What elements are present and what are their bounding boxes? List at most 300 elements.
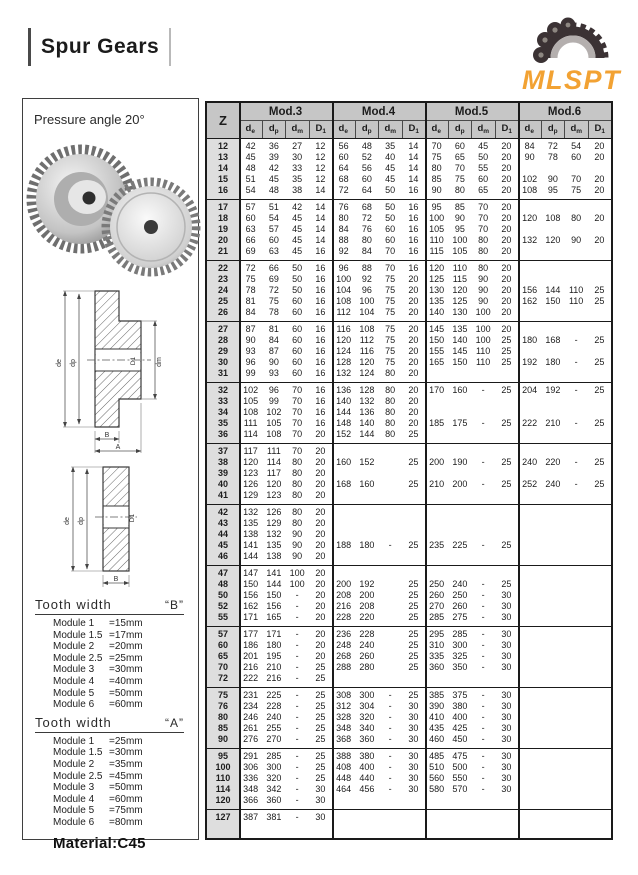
dimension-value: 200 [336,579,352,589]
dimension-value: 90 [292,529,303,539]
dimension-value: 175 [452,418,468,428]
dimension-value [425,568,448,579]
dimension-value: 135 [429,296,445,306]
table-row [207,540,611,551]
dimension-value: 136 [336,385,352,395]
dimension-value: 80 [571,213,582,223]
dimension-value [472,429,495,440]
table-row [207,285,611,296]
z-value: 12 [217,141,228,151]
dimension-value [541,723,564,734]
column-divider [239,103,241,838]
dimension-value: 248 [336,640,352,650]
dimension-value: 456 [359,784,375,794]
dimension-value: 25 [501,385,512,395]
dimension-value: 140 [452,335,468,345]
dimension-value: 125 [452,296,468,306]
dimension-value [379,457,402,468]
dimension-value: 381 [266,812,282,822]
dimension-value: 90 [245,335,256,345]
dimension-value: 132 [522,235,538,245]
dimension-value [565,246,588,257]
dimension-value: 460 [429,734,445,744]
tooth-width-a-label: Tooth width [35,714,112,730]
dimension-value: 408 [336,762,352,772]
table-row [207,224,611,235]
dimension-value: 80 [385,368,396,378]
dimension-value [588,429,611,440]
dim-label-a: A [115,444,120,451]
dimension-value: 25 [501,457,512,467]
dimension-value: 70 [454,163,465,173]
dimension-value: 160 [452,385,468,395]
dimension-value: 12 [315,163,326,173]
dimension-value: 20 [315,568,326,578]
dimension-value: 70 [431,141,442,151]
dimension-value: 57 [268,224,279,234]
dimension-value [588,507,611,518]
column-divider [425,103,427,838]
dimension-value: 30 [408,773,419,783]
dimension-value: 140 [359,418,375,428]
dimension-value: 84 [361,246,372,256]
dimension-value: 155 [429,346,445,356]
z-value: 85 [217,723,228,733]
dimension-value: 120 [429,263,445,273]
dimension-value [541,751,564,762]
dimension-value: 20 [594,235,605,245]
dimension-value: - [481,629,485,639]
z-value: 95 [217,751,228,761]
dimension-value: 88 [338,235,349,245]
subcol-header: $d_m$ [378,121,402,138]
z-value: 20 [217,235,228,245]
dimension-value [518,662,541,673]
z-value: 18 [217,213,228,223]
dimension-value: 126 [243,479,259,489]
dimension-value [425,507,448,518]
table-row [207,346,611,357]
dimension-value: 105 [429,224,445,234]
dimension-value: - [295,723,299,733]
dimension-value [402,529,425,540]
dimension-value: 120 [359,357,375,367]
dimension-value: 55 [478,163,489,173]
dimension-value: 70 [292,418,303,428]
dimension-value: 20 [408,274,419,284]
dimension-value: 80 [292,468,303,478]
dimension-value [588,468,611,479]
dimension-value: - [574,335,578,345]
dimension-value: 225 [452,540,468,550]
dimension-value [541,762,564,773]
dimension-value: 126 [266,507,282,517]
dimension-value: 168 [336,479,352,489]
dimension-value: 114 [243,429,258,439]
dimension-value: 64 [338,163,349,173]
dimension-value [518,529,541,540]
dimension-value: 70 [478,202,489,212]
dimension-value [565,723,588,734]
dimension-value: 16 [315,418,326,428]
dimension-value: 84 [268,335,279,345]
dimension-value: - [481,457,485,467]
dimension-value [565,690,588,701]
dimension-value: 30 [501,651,512,661]
dimension-value [565,407,588,418]
table-row [207,629,611,640]
dimension-value: 485 [429,751,445,761]
tooth-width-a-list [53,736,198,829]
module-spec: Module 2.5 =45mm [53,770,143,782]
dimension-value [425,368,448,379]
dimension-value [518,202,541,213]
dimension-value: 80 [478,235,489,245]
page-title: Spur Gears [41,35,160,58]
dimension-value [472,396,495,407]
dimension-value: 177 [243,629,259,639]
module-spec: Module 1.5 =30mm [53,747,143,759]
dimension-value [518,784,541,795]
mod-column-header: Mod.4 [361,106,396,118]
module-spec: Module 1 =25mm [53,735,143,747]
dimension-value: 12 [315,152,326,162]
dim-label-b: B [104,432,109,439]
dimension-value: - [481,751,485,761]
dimension-value: 129 [266,518,282,528]
dimension-value: 78 [547,152,558,162]
dimension-value [565,712,588,723]
z-value: 28 [217,335,228,345]
dimension-value [518,246,541,257]
dimension-value [355,812,378,823]
dimension-value [588,518,611,529]
dimension-value: 170 [429,385,445,395]
dimension-value: 25 [408,540,419,550]
dimension-value: 112 [359,335,375,345]
dimension-value: 25 [594,296,605,306]
dimension-value: 186 [243,640,259,650]
dimension-value [541,307,564,318]
dimension-value: 102 [266,407,282,417]
dimension-value [588,202,611,213]
dimension-value: 14 [315,235,326,245]
table-row [207,468,611,479]
dimension-value: 280 [359,662,375,672]
dimension-value: 335 [429,651,445,661]
dimension-value: 14 [315,213,326,223]
table-row [207,479,611,490]
dimension-value: 96 [268,385,279,395]
dimension-value: 76 [338,202,349,212]
dimension-value [448,396,471,407]
dimension-value [541,263,564,274]
dimension-value: 120 [336,335,352,345]
tooth-width-b-heading [35,597,184,615]
dimension-value: 60 [338,152,349,162]
dimension-value: 68 [361,202,372,212]
table-row [207,418,611,429]
dimension-value [588,629,611,640]
dimension-value: 25 [501,357,512,367]
dimension-value [332,468,355,479]
dimension-value: 16 [408,224,419,234]
dimension-value [379,518,402,529]
dimension-value: 80 [385,396,396,406]
dimension-value [541,734,564,745]
dimension-value: 80 [385,407,396,417]
dimension-value: 65 [478,185,489,195]
z-value: 34 [217,407,228,417]
dimension-value: - [295,712,299,722]
dimension-value [495,795,518,806]
dimension-value: 108 [243,407,259,417]
dimension-value: 234 [243,701,259,711]
dimension-value: 78 [245,285,256,295]
dimension-value: - [481,479,485,489]
dimension-value [518,690,541,701]
dimension-value: 116 [336,324,351,334]
dimension-value: 16 [315,263,326,273]
dimension-value: 20 [408,385,419,395]
row-group [207,139,611,200]
dimension-value [518,629,541,640]
dimension-value [448,468,471,479]
dimension-value [565,701,588,712]
dimension-value: 30 [501,612,512,622]
dimension-value: - [481,690,485,700]
table-row [207,202,611,213]
dimension-value [588,346,611,357]
module-spec: Module 6 =60mm [53,699,143,711]
dimension-value: 570 [452,784,468,794]
table-row [207,507,611,518]
dimension-value: 100 [336,274,352,284]
dimension-value [565,490,588,501]
dimension-value: 50 [292,263,303,273]
dimension-value: 208 [336,590,352,600]
dimension-value [588,751,611,762]
dimension-value [379,640,402,651]
dimension-value [588,701,611,712]
dimension-value: 116 [359,346,375,356]
dimension-value: 70 [385,246,396,256]
dimension-value: 100 [289,568,305,578]
dimension-value: 92 [338,246,349,256]
dimension-value: 117 [243,446,258,456]
dimension-value: 20 [408,285,419,295]
dimension-value [495,673,518,684]
dimension-value: 92 [361,274,372,284]
table-row [207,246,611,257]
table-row [207,141,611,152]
dimension-value: 16 [408,246,419,256]
dimension-value: 50 [478,152,489,162]
dimension-value: 90 [292,540,303,550]
dimension-value: - [574,457,578,467]
module-spec: Module 3 =30mm [53,664,143,676]
row-group [207,505,611,566]
dimension-value: 20 [501,152,512,162]
dimension-value [425,812,448,823]
dimension-value: 87 [268,346,279,356]
dimension-value: 20 [315,457,326,467]
dimension-value [565,640,588,651]
z-value: 100 [215,762,231,772]
dimension-value: 80 [478,263,489,273]
dimension-value [379,468,402,479]
dimension-value: - [295,690,299,700]
dimension-value: 216 [243,662,259,672]
dimension-value: 20 [315,446,326,456]
dimension-value [495,407,518,418]
dimension-value: - [481,540,485,550]
dimension-value: 25 [501,579,512,589]
dimension-value: 464 [336,784,352,794]
dimension-value: 25 [408,662,419,672]
dimension-value [565,468,588,479]
dimension-value [565,734,588,745]
dimension-value: 20 [315,579,326,589]
dimension-value [379,612,402,623]
dimension-value [541,518,564,529]
dimension-value: 90 [478,296,489,306]
dimension-value: 20 [408,418,419,428]
dimension-value: 102 [243,385,259,395]
dimension-value: 308 [336,690,352,700]
z-value: 57 [217,629,228,639]
dimension-value: 68 [338,174,349,184]
dimension-value: 216 [336,601,352,611]
dimension-value [495,551,518,562]
dimension-value: 60 [292,307,303,317]
dimension-value: 72 [547,141,558,151]
dimension-value: 144 [545,285,561,295]
dimension-value: - [481,590,485,600]
dimension-value: 16 [315,357,326,367]
table-row [207,518,611,529]
dimension-value [518,368,541,379]
dimension-value [541,579,564,590]
dimension-value: 20 [594,213,605,223]
dimension-value: 185 [429,418,445,428]
dimension-value [355,446,378,457]
dimension-value: 87 [245,324,256,334]
dimension-value: 45 [385,174,396,184]
dimension-value: - [295,629,299,639]
dimension-value: 60 [292,324,303,334]
dimension-value: 180 [359,540,375,550]
dimension-value [588,568,611,579]
dimension-value: 69 [245,246,256,256]
z-value: 30 [217,357,228,367]
dimension-value: 136 [359,407,375,417]
dimension-value: 152 [359,457,375,467]
z-value: 47 [217,568,228,578]
dimension-value: 160 [336,457,352,467]
dimension-value: 96 [338,263,349,273]
dimension-value: 138 [243,529,259,539]
dimension-value: 45 [245,152,256,162]
dimension-value [541,784,564,795]
dimension-value: 195 [266,651,282,661]
dimension-value [495,490,518,501]
dimension-value [425,490,448,501]
dimension-value: 144 [359,429,375,439]
dimension-value: 100 [452,235,468,245]
z-value: 127 [215,812,231,822]
dimension-value: 275 [452,612,468,622]
dimension-value [518,601,541,612]
dimension-value [495,507,518,518]
module-spec: Module 2 =20mm [53,641,143,653]
dimension-value: 20 [315,529,326,539]
dimension-value: 25 [501,346,512,356]
dimension-value [565,612,588,623]
dimension-value [541,368,564,379]
dimension-value: 25 [315,690,326,700]
table-row [207,235,611,246]
dimension-value: 180 [266,640,282,650]
dimension-value [588,762,611,773]
dimension-value: 20 [315,590,326,600]
row-group [207,383,611,444]
dimension-value: 50 [292,274,303,284]
module-spec: Module 5 =75mm [53,805,143,817]
dimension-value: - [481,662,485,672]
dimension-value: 70 [385,263,396,273]
dimension-value [588,784,611,795]
dimension-value [379,662,402,673]
dimension-value: 25 [315,662,326,672]
dimension-value: 336 [243,773,259,783]
z-value: 80 [217,712,228,722]
dimension-value: 120 [522,213,538,223]
table-row [207,773,611,784]
dimension-value [518,163,541,174]
spur-gears-photo [25,129,197,281]
dimension-value: 90 [292,551,303,561]
dimension-value: 45 [292,235,303,245]
dimension-value: 16 [315,385,326,395]
dimension-value: 387 [243,812,259,822]
dimension-value: 84 [245,307,256,317]
dimension-value: - [295,734,299,744]
table-row [207,640,611,651]
dimension-value: 16 [315,396,326,406]
dimension-value: 231 [243,690,259,700]
table-row [207,601,611,612]
dimension-value: 60 [292,346,303,356]
dimension-value: 20 [501,274,512,284]
dimension-value [565,263,588,274]
dimension-value [402,812,425,823]
dimension-value [541,346,564,357]
dimension-value [588,579,611,590]
dimension-value [541,812,564,823]
dimension-value: 140 [336,396,352,406]
dimension-value [518,490,541,501]
row-group [207,444,611,505]
dimension-value [565,368,588,379]
dimension-value [518,429,541,440]
dimension-value: 25 [315,712,326,722]
dimension-value [541,540,564,551]
dimension-value: 35 [385,141,396,151]
dimension-value: 60 [385,235,396,245]
dimension-value [541,202,564,213]
dimension-value [425,673,448,684]
